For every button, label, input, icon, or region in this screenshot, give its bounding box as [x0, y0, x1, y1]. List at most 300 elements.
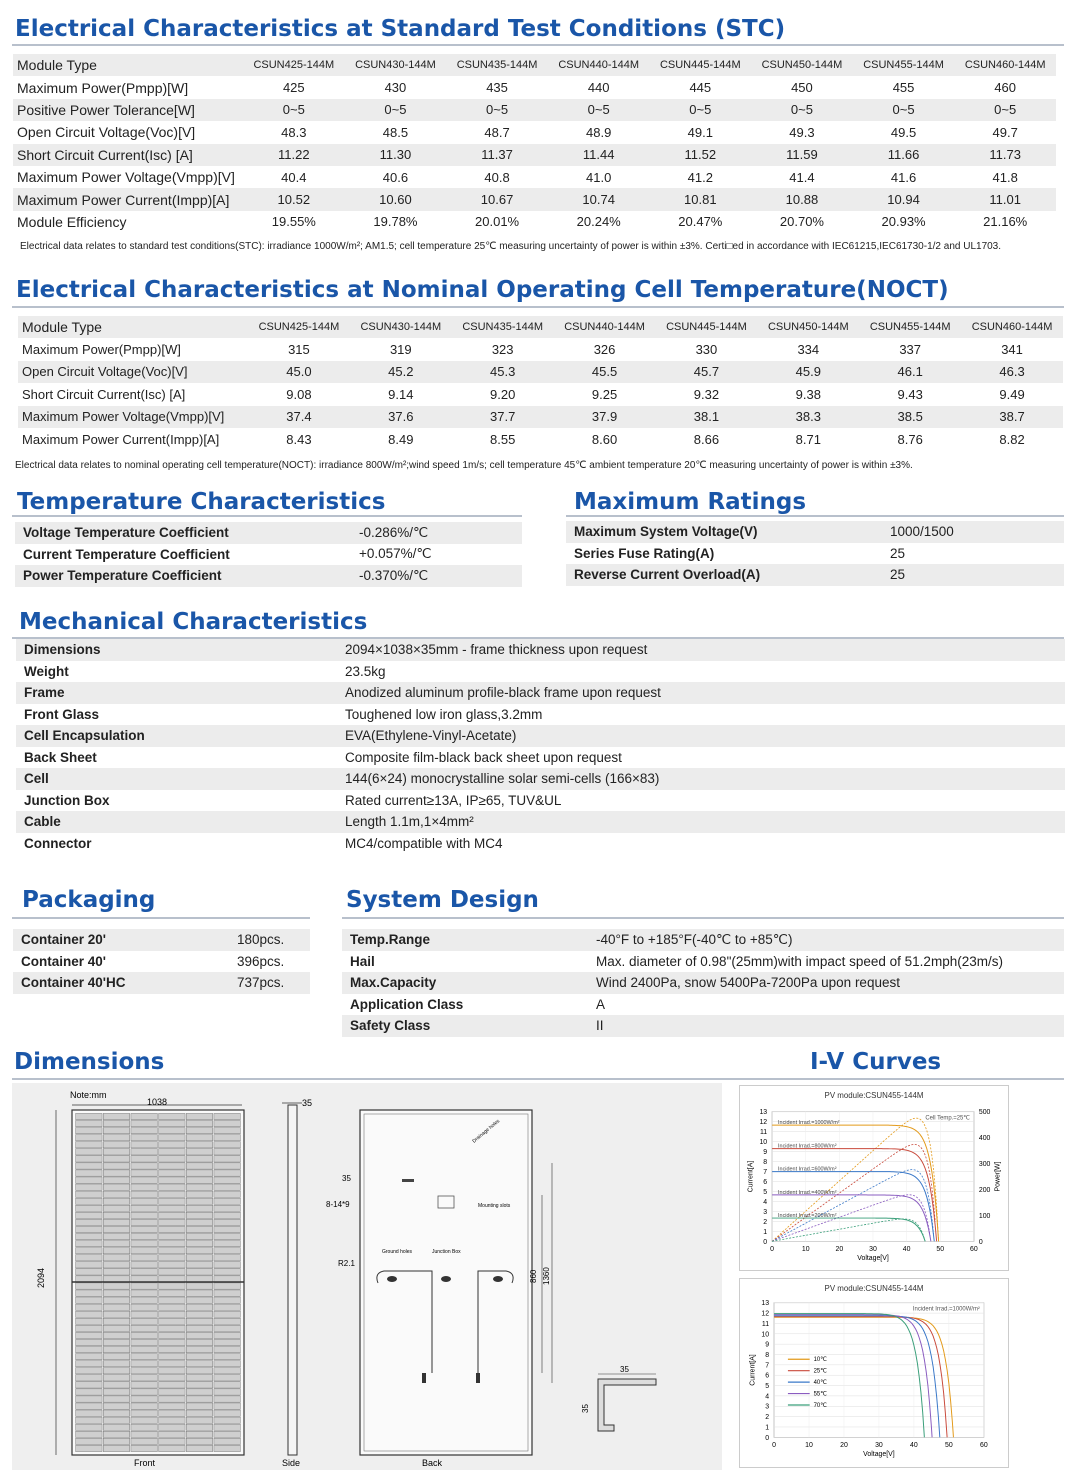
profile-h: 35 [581, 1404, 590, 1413]
solar-cell [103, 1177, 129, 1183]
solar-cell [103, 1120, 129, 1126]
noct-cell: 9.20 [490, 386, 516, 402]
temperature-value: -0.286%/℃ [355, 522, 522, 544]
ratings-value: 1000/1500 [886, 521, 1064, 543]
stc-model-2: CSUN435-144M [446, 54, 548, 76]
solar-cell [76, 1382, 102, 1388]
stc-cell: 19.55% [271, 214, 316, 230]
solar-cell [131, 1262, 157, 1268]
noct-cell: 38.5 [859, 406, 961, 428]
mechanical-label: Cell [16, 768, 341, 790]
stc-row-label: Positive Power Tolerance[W] [13, 99, 243, 121]
solar-cell [76, 1438, 102, 1444]
mechanical-value: Rated current≥13A, IP≥65, TUV&UL [345, 792, 562, 808]
solar-cell [131, 1346, 157, 1352]
stc-cell: 20.47% [678, 214, 723, 230]
solar-cell [103, 1113, 129, 1119]
side-panel [288, 1105, 297, 1455]
solar-cell [214, 1424, 240, 1430]
x-tick-label: 30 [869, 1246, 877, 1254]
ratings-title: Maximum Ratings [574, 489, 807, 515]
y-tick-label: 5 [765, 1383, 770, 1391]
front-label: Front [134, 1458, 156, 1468]
stc-cell: 40.8 [484, 169, 510, 185]
temperature-value: -0.370%/℃ [355, 565, 522, 587]
stc-cell: 19.78% [373, 214, 418, 230]
y2-tick-label: 0 [978, 1238, 983, 1246]
solar-cell [159, 1198, 185, 1204]
y-tick-label: 3 [763, 1208, 768, 1216]
solar-cell [76, 1368, 102, 1374]
noct-title: Electrical Characteristics at Nominal Operating Cell Temperature(NOCT) [16, 277, 949, 303]
solar-cell [186, 1128, 212, 1134]
packaging-rule [12, 917, 310, 919]
solar-cell [214, 1311, 240, 1317]
solar-cell [131, 1283, 157, 1289]
noct-cell: 46.1 [859, 361, 961, 383]
noct-cell: 37.4 [248, 406, 350, 428]
solar-cell [103, 1191, 129, 1197]
solar-cell [186, 1156, 212, 1162]
solar-cell [76, 1205, 102, 1211]
solar-cell [131, 1142, 157, 1148]
solar-cell [159, 1142, 185, 1148]
solar-cell [159, 1269, 185, 1275]
stc-cell: 0~5 [548, 99, 650, 121]
noct-cell: 46.3 [961, 361, 1063, 383]
mechanical-label: Cable [16, 811, 341, 833]
solar-cell [214, 1191, 240, 1197]
solar-cell [214, 1276, 240, 1282]
stc-cell: 40.6 [382, 169, 409, 185]
y-tick-label: 1 [765, 1424, 770, 1432]
dimensions-rule [12, 1078, 1064, 1080]
solar-cell [186, 1269, 212, 1275]
solar-cell [76, 1241, 102, 1247]
noct-cell: 315 [288, 342, 310, 358]
stc-cell: 11.22 [243, 144, 345, 166]
solar-cell [103, 1325, 129, 1331]
solar-cell [186, 1149, 212, 1155]
solar-cell [214, 1396, 240, 1402]
table-row [13, 211, 1056, 233]
solar-cell [103, 1438, 129, 1444]
stc-row-label: Open Circuit Voltage(Voc)[V] [17, 124, 196, 141]
stc-cell: 11.52 [650, 144, 752, 166]
stc-cell: 20.70% [779, 214, 824, 230]
stc-cell: 49.1 [687, 124, 713, 140]
x-tick-label: 0 [772, 1442, 776, 1450]
mechanical-value: 23.5kg [345, 663, 386, 679]
noct-note: Electrical data relates to nominal operating cell temperature(NOCT): irradiance 800W/m²;wind speed 1m/s; cell temperature 45℃ ambient temperature 20℃ measuring uncertainty of power is within ±3%. [15, 460, 913, 471]
stc-cell: 0~5 [650, 99, 752, 121]
solar-cell [159, 1255, 185, 1261]
solar-cell [103, 1332, 129, 1338]
noct-cell: 45.3 [452, 361, 554, 383]
y-tick-label: 6 [763, 1178, 768, 1186]
y-axis-label: Current[A] [749, 1354, 757, 1386]
noct-model-4: CSUN445-144M [656, 316, 758, 338]
solar-cell [131, 1361, 157, 1367]
solar-cell [159, 1346, 185, 1352]
stc-table [13, 54, 1056, 233]
table-row [16, 725, 1065, 747]
stc-model-3: CSUN440-144M [548, 54, 650, 76]
solar-cell [214, 1438, 240, 1444]
table-row [18, 383, 1063, 405]
solar-cell [186, 1304, 212, 1310]
frame-profile [598, 1379, 656, 1431]
solar-cell [159, 1311, 185, 1317]
solar-cell [76, 1113, 102, 1119]
solar-cell [103, 1346, 129, 1352]
stc-row-label: Maximum Power(Pmpp)[W] [17, 79, 189, 96]
jbox-left [387, 1276, 397, 1282]
mechanical-title: Mechanical Characteristics [19, 609, 368, 635]
noct-header-row [18, 316, 1063, 338]
solar-cell [214, 1431, 240, 1437]
system-value: II [592, 1015, 1064, 1037]
temperature-rule [12, 515, 522, 517]
solar-cell [76, 1219, 102, 1225]
solar-cell [214, 1346, 240, 1352]
solar-cell [159, 1276, 185, 1282]
solar-cell [76, 1142, 102, 1148]
noct-header-label: Module Type [18, 316, 248, 338]
solar-cell [159, 1368, 185, 1374]
solar-cell [76, 1318, 102, 1324]
solar-cell [214, 1135, 240, 1141]
solar-cell [131, 1205, 157, 1211]
solar-cell [214, 1128, 240, 1134]
solar-cell [131, 1410, 157, 1416]
packaging-label: Container 40' [21, 953, 106, 969]
mount-label: Mounting slots [478, 1203, 511, 1209]
solar-cell [103, 1212, 129, 1218]
solar-cell [186, 1410, 212, 1416]
solar-cell [186, 1403, 212, 1409]
solar-cell [214, 1170, 240, 1176]
solar-cell [131, 1368, 157, 1374]
solar-cell [103, 1396, 129, 1402]
solar-cell [103, 1389, 129, 1395]
legend-label: 70℃ [813, 1402, 827, 1409]
solar-cell [159, 1205, 185, 1211]
mechanical-table [16, 639, 1065, 854]
solar-cell [214, 1142, 240, 1148]
packaging-title: Packaging [22, 887, 156, 913]
temperature-value: +0.057%/℃ [359, 546, 432, 562]
stc-cell: 11.73 [954, 144, 1056, 166]
noct-model-3: CSUN440-144M [554, 316, 656, 338]
solar-cell [76, 1170, 102, 1176]
solar-cell [214, 1354, 240, 1360]
x-tick-label: 10 [801, 1246, 810, 1254]
solar-cell [186, 1135, 212, 1141]
solar-cell [131, 1149, 157, 1155]
y2-axis-label: Power[W] [994, 1161, 1002, 1192]
solar-cell [159, 1396, 185, 1402]
solar-cell [186, 1389, 212, 1395]
mechanical-value: 2094×1038×35mm - frame thickness upon request [341, 639, 1065, 661]
ratings-label: Reverse Current Overload(A) [566, 564, 886, 586]
solar-cell [131, 1184, 157, 1190]
noct-cell: 8.60 [591, 431, 618, 447]
mechanical-label: Weight [24, 663, 69, 679]
table-row [13, 121, 1056, 143]
y2-tick-label: 200 [978, 1186, 991, 1194]
solar-cell [131, 1255, 157, 1261]
solar-cell [131, 1248, 157, 1254]
solar-cell [159, 1262, 185, 1268]
y-tick-label: 7 [765, 1362, 770, 1370]
solar-cell [159, 1156, 185, 1162]
mechanical-label: Cell Encapsulation [16, 725, 341, 747]
solar-cell [131, 1445, 157, 1451]
stc-cell: 0~5 [853, 99, 955, 121]
series-label: Incident Irrad.=400W/m² [778, 1189, 837, 1196]
solar-cell [131, 1191, 157, 1197]
y-tick-label: 8 [765, 1351, 770, 1359]
solar-cell [131, 1120, 157, 1126]
stc-cell: 0~5 [345, 99, 447, 121]
system-rule [342, 917, 1064, 919]
solar-cell [214, 1233, 240, 1239]
y2-tick-label: 500 [978, 1109, 991, 1117]
solar-cell [214, 1262, 240, 1268]
solar-cell [186, 1346, 212, 1352]
solar-cell [103, 1283, 129, 1289]
solar-cell [131, 1354, 157, 1360]
stc-cell: 0~5 [243, 99, 345, 121]
y2-tick-label: 300 [978, 1161, 991, 1169]
solar-cell [103, 1142, 129, 1148]
solar-cell [131, 1311, 157, 1317]
table-row [16, 639, 1065, 661]
stc-model-4: CSUN445-144M [650, 54, 752, 76]
x-tick-label: 50 [936, 1246, 945, 1254]
solar-cell [131, 1403, 157, 1409]
jbox-right [493, 1276, 503, 1282]
temperature-label: Voltage Temperature Coefficient [15, 522, 355, 544]
table-row [13, 972, 310, 994]
solar-cell [76, 1262, 102, 1268]
profile-w: 35 [620, 1365, 629, 1374]
solar-cell [76, 1212, 102, 1218]
solar-cell [214, 1205, 240, 1211]
solar-cell [186, 1382, 212, 1388]
solar-cell [159, 1438, 185, 1444]
noct-cell: 37.7 [452, 406, 554, 428]
noct-row-label: Short Circuit Current(Isc) [A] [22, 386, 186, 402]
solar-cell [186, 1219, 212, 1225]
stc-cell: 11.01 [954, 188, 1056, 210]
solar-cell [214, 1403, 240, 1409]
stc-cell: 435 [486, 80, 508, 96]
noct-cell: 9.49 [999, 386, 1025, 402]
stc-cell: 48.9 [586, 124, 612, 140]
noct-cell: 334 [797, 342, 820, 358]
solar-cell [159, 1191, 185, 1197]
stc-cell: 11.66 [853, 144, 955, 166]
solar-cell [186, 1361, 212, 1367]
solar-cell [76, 1120, 102, 1126]
dimension-svg [12, 1083, 722, 1470]
mechanical-label: Back Sheet [24, 749, 97, 765]
stc-cell: 10.52 [243, 188, 345, 210]
solar-cell [76, 1354, 102, 1360]
noct-cell: 9.38 [795, 386, 821, 402]
solar-cell [186, 1318, 212, 1324]
y-tick-label: 3 [765, 1403, 770, 1411]
table-row [342, 972, 1064, 994]
solar-cell [103, 1241, 129, 1247]
solar-cell [214, 1290, 240, 1296]
stc-cell: 440 [587, 80, 610, 96]
width-dim: 1038 [147, 1097, 168, 1107]
stc-row-label: Short Circuit Current(Isc) [A] [13, 144, 243, 166]
noct-cell: 8.76 [897, 431, 923, 447]
solar-cell [159, 1177, 185, 1183]
solar-cell [131, 1233, 157, 1239]
solar-cell [159, 1120, 185, 1126]
solar-cell [214, 1255, 240, 1261]
y-axis-label: Current[A] [747, 1160, 755, 1193]
stc-model-7: CSUN460-144M [954, 54, 1056, 76]
stc-cell: 10.81 [650, 188, 752, 210]
noct-cell: 8.43 [286, 431, 312, 447]
noct-row-label: Open Circuit Voltage(Voc)[V] [18, 361, 248, 383]
y-tick-label: 4 [765, 1393, 770, 1401]
noct-cell: 45.2 [350, 361, 452, 383]
stc-cell: 455 [892, 80, 915, 96]
solar-cell [103, 1149, 129, 1155]
solar-cell [131, 1332, 157, 1338]
table-row [18, 428, 1063, 450]
stc-cell: 425 [282, 80, 305, 96]
back-dim-a: 35 [342, 1174, 351, 1183]
x-tick-label: 20 [835, 1246, 844, 1254]
series-label: Incident Irrad.=200W/m² [778, 1213, 837, 1220]
solar-cell [186, 1248, 212, 1254]
solar-cell [186, 1438, 212, 1444]
back-dim-e: 1360 [542, 1267, 551, 1285]
solar-cell [103, 1368, 129, 1374]
solar-cell [186, 1205, 212, 1211]
solar-cell [76, 1311, 102, 1317]
mechanical-label: Junction Box [24, 792, 110, 808]
stc-cell: 11.59 [751, 144, 853, 166]
solar-cell [76, 1156, 102, 1162]
solar-cell [186, 1198, 212, 1204]
solar-cell [131, 1198, 157, 1204]
packaging-label: Container 20' [13, 929, 233, 951]
stc-cell: 48.3 [281, 124, 307, 140]
solar-cell [76, 1445, 102, 1451]
solar-cell [159, 1389, 185, 1395]
mechanical-label: Front Glass [24, 706, 100, 722]
solar-cell [76, 1431, 102, 1437]
solar-cell [103, 1424, 129, 1430]
solar-cell [214, 1212, 240, 1218]
height-dim: 2094 [36, 1267, 46, 1288]
solar-cell [103, 1276, 129, 1282]
solar-cell [186, 1262, 212, 1268]
solar-cell [159, 1233, 185, 1239]
solar-cell [186, 1445, 212, 1451]
x-axis-label: Voltage[V] [863, 1451, 895, 1459]
solar-cell [159, 1128, 185, 1134]
solar-cell [186, 1255, 212, 1261]
table-row [18, 338, 1063, 360]
ratings-label: Maximum System Voltage(V) [566, 521, 886, 543]
solar-cell [159, 1184, 185, 1190]
noct-cell: 45.5 [554, 361, 656, 383]
solar-cell [159, 1403, 185, 1409]
x-tick-label: 50 [945, 1442, 953, 1450]
stc-cell: 430 [384, 80, 407, 96]
stc-cell: 10.60 [345, 188, 447, 210]
y-tick-label: 10 [761, 1331, 770, 1339]
noct-cell: 38.1 [656, 406, 758, 428]
noct-title-rule [12, 306, 1064, 308]
stc-cell: 21.16% [983, 214, 1028, 230]
system-label: Safety Class [342, 1015, 592, 1037]
solar-cell [214, 1269, 240, 1275]
mechanical-value: Length 1.1m,1×4mm² [341, 811, 1065, 833]
table-row [16, 747, 1065, 769]
solar-cell [159, 1290, 185, 1296]
stc-cell: 49.5 [890, 124, 917, 140]
noct-cell: 326 [593, 342, 616, 358]
solar-cell [131, 1396, 157, 1402]
noct-model-1: CSUN430-144M [350, 316, 452, 338]
solar-cell [214, 1297, 240, 1303]
y-tick-label: 9 [763, 1149, 768, 1157]
solar-cell [214, 1339, 240, 1345]
system-title: System Design [346, 887, 539, 913]
mechanical-label: Connector [24, 835, 92, 851]
solar-cell [214, 1219, 240, 1225]
solar-cell [103, 1205, 129, 1211]
x-tick-label: 20 [840, 1442, 848, 1450]
ratings-label: Series Fuse Rating(A) [574, 545, 715, 561]
solar-cell [214, 1113, 240, 1119]
solar-cell [159, 1212, 185, 1218]
x-tick-label: 10 [805, 1442, 813, 1450]
packaging-table [13, 929, 310, 994]
side-label: Side [282, 1458, 301, 1468]
solar-cell [131, 1212, 157, 1218]
noct-cell: 9.14 [388, 386, 414, 402]
solar-cell [214, 1382, 240, 1388]
solar-cell [76, 1375, 102, 1381]
solar-cell [76, 1325, 102, 1331]
solar-cell [131, 1163, 157, 1169]
mechanical-value: Toughened low iron glass,3.2mm [345, 706, 543, 722]
stc-cell: 41.6 [890, 169, 917, 185]
noct-cell: 38.7 [961, 406, 1063, 428]
solar-cell [76, 1149, 102, 1155]
solar-cell [131, 1219, 157, 1225]
solar-cell [76, 1198, 102, 1204]
solar-cell [159, 1361, 185, 1367]
solar-cell [186, 1375, 212, 1381]
solar-cell [76, 1163, 102, 1169]
solar-cell [131, 1113, 157, 1119]
solar-cell [131, 1128, 157, 1134]
solar-cell [103, 1135, 129, 1141]
